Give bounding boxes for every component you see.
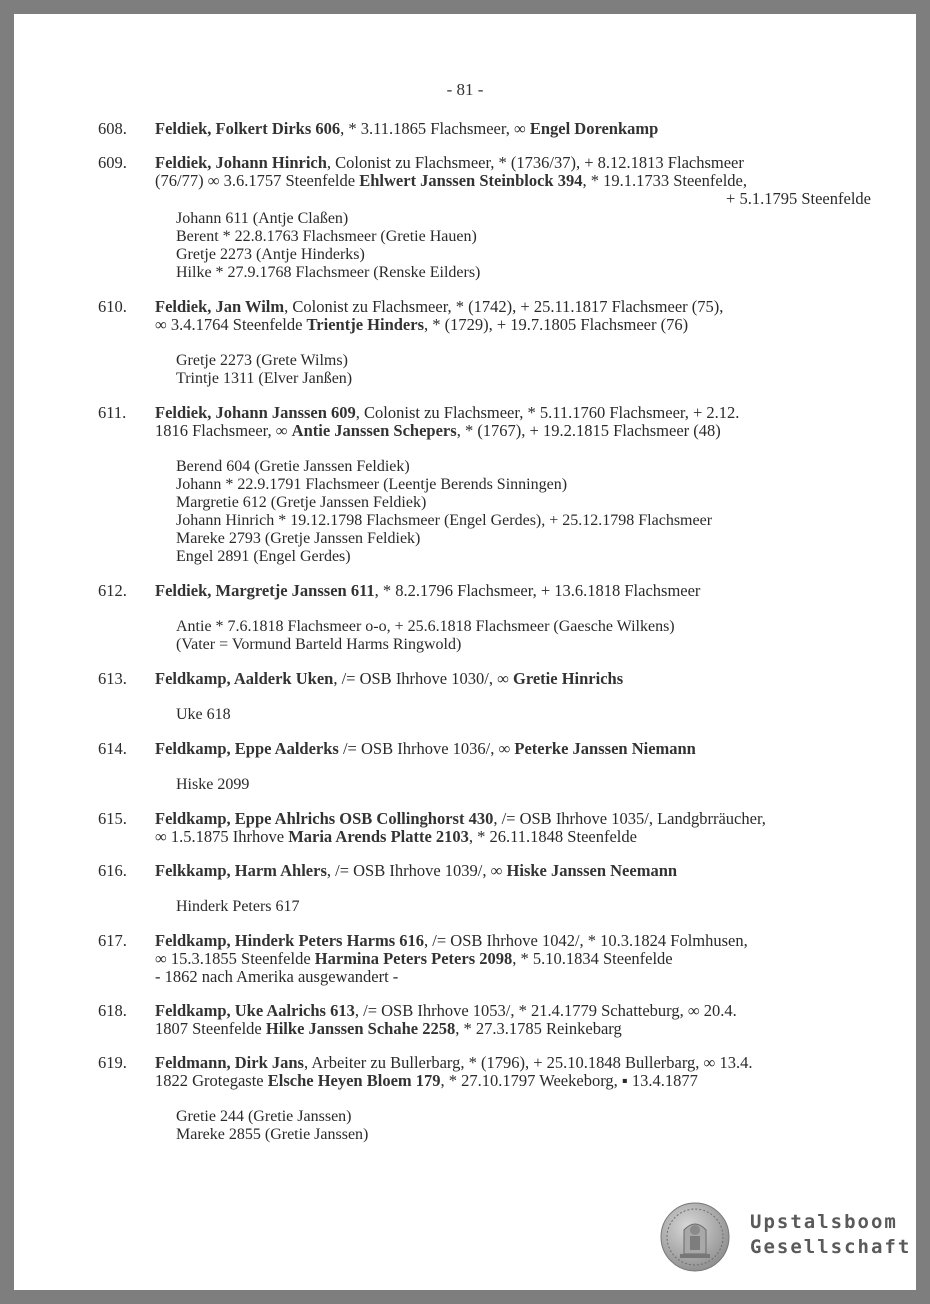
child-item: Berend 604 (Gretie Janssen Feldiek) — [176, 458, 410, 475]
entry-detail: , Colonist zu Flachsmeer, * (1742), + 25.11.1817 Flachsmeer (75), — [284, 297, 724, 316]
child-item: Johann 611 (Antje Claßen) — [176, 210, 349, 227]
child-item: Berent * 22.8.1763 Flachsmeer (Gretie Hauen) — [176, 228, 477, 245]
entry-detail: , * 27.3.1785 Reinkebarg — [455, 1019, 622, 1038]
entry-line — [155, 1054, 871, 1072]
entry-detail: , Colonist zu Flachsmeer, * 5.11.1760 Flachsmeer, + 2.12. — [355, 403, 740, 422]
child-item: Gretie 244 (Gretie Janssen) — [176, 1108, 352, 1125]
children-list — [176, 210, 916, 282]
entry-number: 615. — [98, 809, 127, 828]
child-item: Engel 2891 (Engel Gerdes) — [176, 548, 351, 565]
entry-line — [155, 1002, 871, 1020]
children-list — [176, 352, 916, 388]
child-item: Uke 618 — [176, 706, 231, 723]
child-item: Hinderk Peters 617 — [176, 898, 300, 915]
child-item: Trintje 1311 (Elver Janßen) — [176, 370, 353, 387]
entry-text — [155, 932, 871, 986]
child-item: Antie * 7.6.1818 Flachsmeer o-o, + 25.6.1818 Flachsmeer (Gaesche Wilkens) — [176, 618, 675, 635]
person-name: Feldkamp, Aalderk Uken — [155, 669, 334, 688]
entry-detail: , /= OSB Ihrhove 1042/, * 10.3.1824 Folmhusen, — [424, 931, 748, 950]
child-item: (Vater = Vormund Barteld Harms Ringwold) — [176, 636, 462, 653]
entry-detail: , * 26.11.1848 Steenfelde — [468, 827, 637, 846]
entry-line — [155, 1020, 871, 1038]
person-name: Feldiek, Margretje Janssen 611 — [155, 581, 375, 600]
children-list — [176, 458, 916, 566]
person-name: Antie Janssen Schepers — [291, 421, 457, 440]
person-name: Feldiek, Johann Hinrich — [155, 153, 327, 172]
entry-number: 609. — [98, 153, 127, 172]
entry-detail: - 1862 nach Amerika ausgewandert - — [155, 967, 399, 986]
entry-text — [155, 298, 871, 334]
entry-line — [155, 404, 871, 422]
entry-line — [155, 190, 871, 208]
entry-text — [155, 582, 871, 600]
person-name: Feldkamp, Eppe Ahlrichs OSB Collinghorst 430 — [155, 809, 494, 828]
child-item: Gretje 2273 (Antje Hinderks) — [176, 246, 365, 263]
person-name: Peterke Janssen Niemann — [514, 739, 696, 758]
entry-number: 616. — [98, 861, 127, 880]
child-item: Gretje 2273 (Grete Wilms) — [176, 352, 348, 369]
entry-detail: , * 5.10.1834 Steenfelde — [512, 949, 673, 968]
person-name: Feldkamp, Uke Aalrichs 613 — [155, 1001, 355, 1020]
document-page — [14, 14, 916, 1290]
child-item: Mareke 2855 (Gretie Janssen) — [176, 1126, 369, 1143]
entry-line — [155, 950, 871, 968]
page-number: - 81 - — [446, 80, 484, 99]
entry-detail: , Arbeiter zu Bullerbarg, * (1796), + 25.10.1848 Bullerbarg, ∞ 13.4. — [303, 1053, 753, 1072]
person-name: Feldkamp, Hinderk Peters Harms 616 — [155, 931, 425, 950]
child-item: Johann * 22.9.1791 Flachsmeer (Leentje Berends Sinningen) — [176, 476, 568, 493]
entry-number: 619. — [98, 1053, 127, 1072]
entry-number: 612. — [98, 581, 127, 600]
logo-text — [750, 1210, 911, 1260]
children-list — [176, 618, 916, 654]
genealogy-entry — [14, 932, 916, 986]
children-list — [176, 898, 916, 916]
entry-line — [155, 154, 871, 172]
entry-text — [155, 404, 871, 440]
entry-detail: 1807 Steenfelde — [155, 1019, 266, 1038]
entry-text — [155, 120, 871, 138]
entry-line — [155, 422, 871, 440]
entry-text — [155, 670, 871, 688]
entry-line — [155, 172, 871, 190]
entry-detail: ∞ 15.3.1855 Steenfelde — [155, 949, 315, 968]
genealogy-entry — [14, 862, 916, 916]
person-name: Feldiek, Folkert Dirks 606 — [155, 119, 341, 138]
entry-detail: , * 19.1.1733 Steenfelde, — [582, 171, 747, 190]
entry-detail: (76/77) ∞ 3.6.1757 Steenfelde — [155, 171, 360, 190]
entry-number: 610. — [98, 297, 127, 316]
genealogy-entry — [14, 404, 916, 566]
entry-detail: , /= OSB Ihrhove 1039/, ∞ — [326, 861, 507, 880]
child-item: Margretie 612 (Gretje Janssen Feldiek) — [176, 494, 427, 511]
entry-line — [155, 968, 871, 986]
children-list — [176, 1108, 916, 1144]
person-name: Elsche Heyen Bloem 179 — [267, 1071, 441, 1090]
entry-line — [155, 810, 871, 828]
person-name: Hiske Janssen Neemann — [506, 861, 678, 880]
genealogy-entry — [14, 298, 916, 388]
children-list — [176, 776, 916, 794]
person-name: Hilke Janssen Schahe 2258 — [265, 1019, 456, 1038]
entry-detail: , Colonist zu Flachsmeer, * (1736/37), + 8.12.1813 Flachsmeer — [326, 153, 744, 172]
entry-detail: , * (1729), + 19.7.1805 Flachsmeer (76) — [424, 315, 689, 334]
child-item: Hiske 2099 — [176, 776, 250, 793]
genealogy-entry — [14, 154, 916, 282]
entry-detail: , * 3.11.1865 Flachsmeer, ∞ — [340, 119, 530, 138]
person-name: Ehlwert Janssen Steinblock 394 — [359, 171, 583, 190]
entry-detail: 1822 Grotegaste — [155, 1071, 268, 1090]
entry-list — [14, 120, 916, 1160]
entry-line — [155, 120, 871, 138]
genealogy-entry — [14, 582, 916, 654]
person-name: Maria Arends Platte 2103 — [288, 827, 469, 846]
society-logo — [660, 1202, 910, 1276]
child-item: Mareke 2793 (Gretje Janssen Feldiek) — [176, 530, 421, 547]
genealogy-entry — [14, 740, 916, 794]
person-name: Feldmann, Dirk Jans — [155, 1053, 304, 1072]
person-name: Engel Dorenkamp — [529, 119, 659, 138]
entry-detail: + 5.1.1795 Steenfelde — [726, 189, 871, 208]
entry-detail: , * (1767), + 19.2.1815 Flachsmeer (48) — [456, 421, 721, 440]
entry-line — [155, 862, 871, 880]
entry-number: 618. — [98, 1001, 127, 1020]
entry-detail: 1816 Flachsmeer, ∞ — [155, 421, 292, 440]
genealogy-entry — [14, 1054, 916, 1144]
genealogy-entry — [14, 670, 916, 724]
person-name: Gretie Hinrichs — [512, 669, 624, 688]
entry-detail: , * 27.10.1797 Weekeborg, ▪ 13.4.1877 — [440, 1071, 698, 1090]
entry-text — [155, 1002, 871, 1038]
entry-line — [155, 828, 871, 846]
entry-text — [155, 1054, 871, 1090]
entry-detail: , /= OSB Ihrhove 1030/, ∞ — [333, 669, 513, 688]
child-item: Hilke * 27.9.1768 Flachsmeer (Renske Eilders) — [176, 264, 481, 281]
person-name: Feldiek, Johann Janssen 609 — [155, 403, 356, 422]
entry-text — [155, 740, 871, 758]
person-name: Feldiek, Jan Wilm — [155, 297, 285, 316]
seal-icon — [660, 1202, 730, 1272]
genealogy-entry — [14, 810, 916, 846]
entry-detail: ∞ 3.4.1764 Steenfelde — [155, 315, 307, 334]
person-name: Feldkamp, Eppe Aalderks — [155, 739, 339, 758]
logo-line-1: Upstalsboom — [750, 1211, 898, 1233]
entry-detail: , /= OSB Ihrhove 1053/, * 21.4.1779 Schatteburg, ∞ 20.4. — [354, 1001, 737, 1020]
children-list — [176, 706, 916, 724]
entry-number: 613. — [98, 669, 127, 688]
entry-text — [155, 154, 871, 208]
entry-text — [155, 862, 871, 880]
entry-detail: , /= OSB Ihrhove 1035/, Landgbrräucher, — [493, 809, 766, 828]
entry-line — [155, 298, 871, 316]
entry-detail: /= OSB Ihrhove 1036/, ∞ — [338, 739, 515, 758]
entry-line — [155, 670, 871, 688]
person-name: Trientje Hinders — [306, 315, 424, 334]
entry-number: 608. — [98, 119, 127, 138]
entry-detail: ∞ 1.5.1875 Ihrhove — [155, 827, 289, 846]
entry-line — [155, 316, 871, 334]
entry-line — [155, 932, 871, 950]
entry-line — [155, 740, 871, 758]
entry-detail: , * 8.2.1796 Flachsmeer, + 13.6.1818 Flachsmeer — [374, 581, 701, 600]
person-name: Harmina Peters Peters 2098 — [314, 949, 513, 968]
entry-line — [155, 582, 871, 600]
person-name: Felkkamp, Harm Ahlers — [155, 861, 327, 880]
entry-text — [155, 810, 871, 846]
child-item: Johann Hinrich * 19.12.1798 Flachsmeer (Engel Gerdes), + 25.12.1798 Flachsmeer — [176, 512, 713, 529]
entry-number: 617. — [98, 931, 127, 950]
entry-number: 611. — [98, 403, 127, 422]
entry-number: 614. — [98, 739, 127, 758]
genealogy-entry — [14, 120, 916, 138]
genealogy-entry — [14, 1002, 916, 1038]
entry-line — [155, 1072, 871, 1090]
logo-line-2: Gesellschaft — [750, 1236, 912, 1258]
